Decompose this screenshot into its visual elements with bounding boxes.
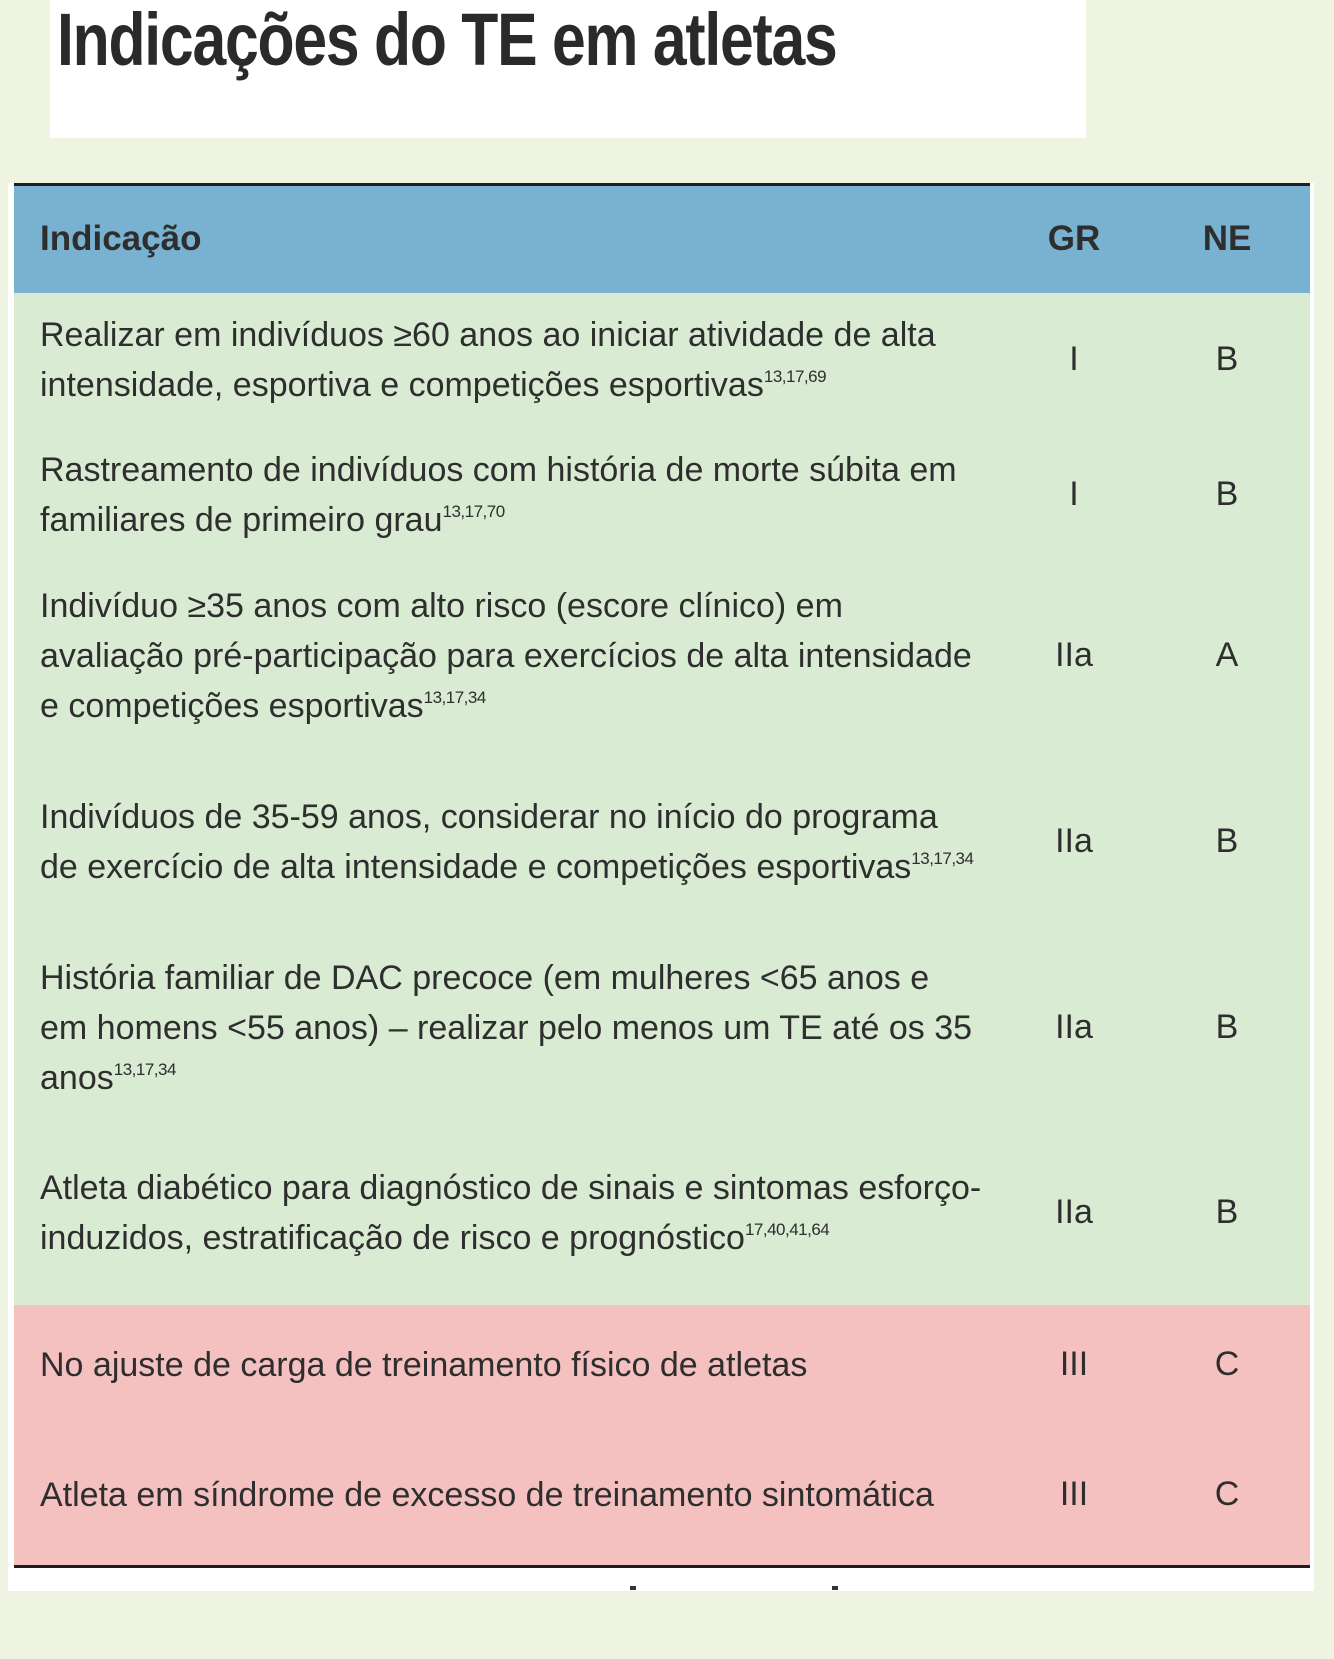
reference-superscript: 13,17,69: [763, 366, 827, 386]
indication-text: Realizar em indivíduos ≥60 anos ao iniciar atividade de alta intensidade, esportiva e competições esportivas: [40, 315, 936, 404]
header-gr: GR: [1047, 219, 1101, 259]
reference-superscript: 13,17,34: [113, 1059, 176, 1079]
reference-superscript: 17,40,41,64: [744, 1219, 830, 1239]
indication-cell: [14, 1425, 1004, 1567]
indication-text: No ajuste de carga de treinamento físico de atletas: [40, 1345, 808, 1384]
table-row: [14, 293, 1310, 427]
indication-text: Indivíduo ≥35 anos com alto risco (escore clínico) em avaliação pré-participação para exercícios de alta intensidade e competições esportivas: [40, 586, 972, 725]
indication-text: Indivíduos de 35-59 anos, considerar no início do programa de exercício de alta intensidade e competições esportivas: [40, 797, 938, 886]
gr-cell: I: [1069, 340, 1079, 378]
table-row: [14, 749, 1310, 935]
indication-cell: [14, 293, 1004, 427]
header-indication: Indicação: [40, 219, 202, 259]
table-row: [14, 1305, 1310, 1425]
indication-cell: [14, 563, 1004, 749]
ne-cell: B: [1215, 822, 1239, 860]
table-row: [14, 1425, 1310, 1567]
gr-cell: IIa: [1055, 636, 1093, 674]
indication-text: Atleta diabético para diagnóstico de sinais e sintomas esforço-induzidos, estratificação de risco e prognóstico: [40, 1168, 982, 1257]
decorative-tick: [832, 1586, 838, 1590]
indication-text: Rastreamento de indivíduos com história de morte súbita em familiares de primeiro grau: [40, 450, 957, 539]
gr-cell: IIa: [1055, 1008, 1093, 1046]
table-row: [14, 427, 1310, 563]
gr-cell: III: [1059, 1345, 1089, 1383]
gr-cell: III: [1059, 1475, 1089, 1514]
indication-cell: [14, 427, 1004, 563]
table-row: [14, 563, 1310, 749]
table-header-row: [14, 185, 1310, 293]
table-row: [14, 1121, 1310, 1305]
table-container: [8, 183, 1314, 1591]
indication-cell: [14, 749, 1004, 935]
gr-cell: IIa: [1055, 1193, 1093, 1231]
table-row: [14, 935, 1310, 1121]
ne-cell: B: [1215, 1008, 1239, 1046]
indication-cell: [14, 1121, 1004, 1305]
gr-cell: I: [1069, 475, 1079, 513]
indication-text: História familiar de DAC precoce (em mulheres <65 anos e em homens <55 anos) – realizar pelo menos um TE até os 35 anos: [40, 958, 973, 1097]
reference-superscript: 13,17,34: [911, 848, 974, 868]
reference-superscript: 13,17,34: [423, 687, 486, 707]
reference-superscript: 13,17,70: [442, 501, 505, 521]
page-title: Indicações do TE em atletas: [57, 0, 837, 81]
ne-cell: B: [1215, 340, 1239, 378]
header-ne: NE: [1202, 219, 1252, 259]
ne-cell: B: [1215, 1193, 1239, 1231]
ne-cell: C: [1214, 1475, 1240, 1514]
ne-cell: C: [1214, 1345, 1240, 1383]
indication-cell: [14, 1305, 1004, 1425]
ne-cell: B: [1215, 475, 1239, 513]
indication-cell: [14, 935, 1004, 1121]
gr-cell: IIa: [1055, 822, 1093, 860]
indications-table: [14, 183, 1310, 1568]
ne-cell: A: [1215, 636, 1239, 674]
indication-text: Atleta em síndrome de excesso de treinamento sintomática: [40, 1475, 934, 1514]
decorative-tick: [630, 1586, 636, 1590]
